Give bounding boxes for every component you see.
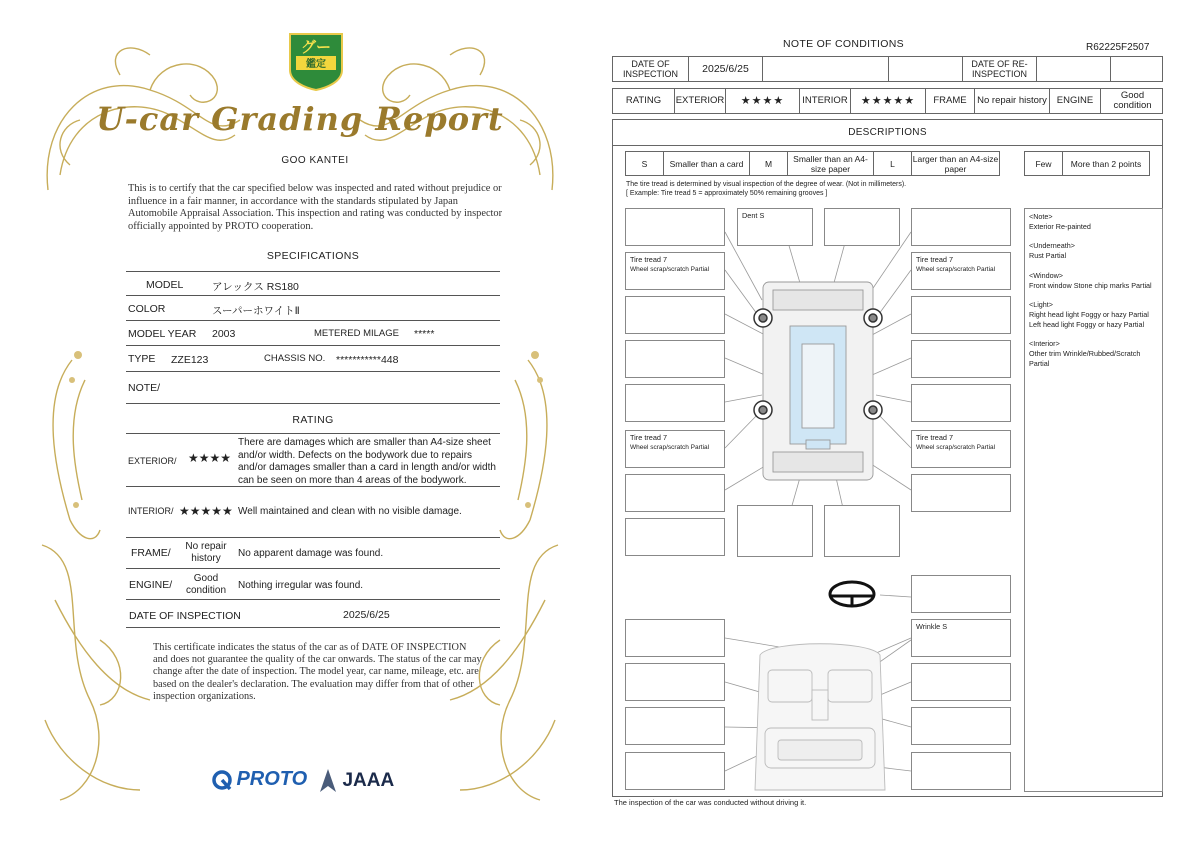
- damage-box: [625, 518, 725, 556]
- note-body: Exterior Re-painted: [1029, 221, 1091, 231]
- jaaa-logo-icon: [318, 768, 338, 794]
- legend-text-l: Larger than an A4-size paper: [912, 153, 999, 174]
- model-year-value: 2003: [212, 328, 236, 340]
- frame-description: No apparent damage was found.: [238, 548, 384, 559]
- damage-box: [824, 208, 900, 246]
- frame-value: No repair history: [185, 541, 227, 564]
- interior-box: [625, 619, 725, 657]
- type-value: ZZE123: [171, 354, 209, 366]
- model-label: MODEL: [146, 279, 184, 291]
- wheel-scrap-text: Wheel scrap/scratch Partial: [916, 444, 996, 451]
- exterior-description: There are damages which are smaller than A4-size sheet and/or width. Defects on the bodywork due to repairs and/or damages smaller than a card in length and/or width can be seen on more than 4 areas of the bodywork.: [238, 437, 496, 486]
- damage-box-steering: [911, 575, 1011, 613]
- exterior-label: EXTERIOR/: [128, 456, 177, 466]
- rating-row-engine: [126, 569, 500, 600]
- tire-box-rear-right: [911, 430, 1011, 468]
- note-body: Left head light Foggy or hazy Partial: [1029, 319, 1145, 329]
- frame-value: No repair history: [975, 89, 1050, 113]
- color-label: COLOR: [128, 303, 166, 315]
- spec-row-model: [126, 271, 500, 296]
- chassis-value: ***********448: [336, 354, 399, 366]
- svg-text:グー: グー: [300, 38, 332, 56]
- engine-label: ENGINE/: [129, 579, 173, 591]
- inspection-footnote: The inspection of the car was conducted without driving it.: [614, 798, 807, 807]
- chassis-label: CHASSIS NO.: [264, 353, 326, 364]
- interior-stars: ★★★★★: [851, 89, 926, 113]
- rating-label: RATING: [613, 89, 675, 113]
- wheel-scrap-text: Wheel scrap/scratch Partial: [630, 266, 710, 273]
- legend-text-few: More than 2 points: [1070, 158, 1142, 169]
- damage-box: [625, 474, 725, 512]
- proto-logo: [212, 768, 307, 791]
- rating-row-interior: [126, 487, 500, 538]
- jaaa-logo: [318, 768, 394, 794]
- intro-text: This is to certify that the car specified below was inspected and rated without prejudice or influence in a fair manner, in accordance with the standards stipulated by Japan Automobile Appraisal Association. This inspection and rating was conducted by inspector officially appointed by PROTO cooperation.: [128, 183, 503, 232]
- wrinkle-text: Wrinkle S: [916, 622, 948, 631]
- note-head: <Light>: [1029, 300, 1053, 310]
- damage-box: [625, 296, 725, 334]
- spec-row-type: [126, 346, 500, 372]
- type-label: TYPE: [128, 353, 156, 365]
- report-title: U-car Grading Report: [96, 100, 504, 138]
- date-inspection-label: DATE OF INSPECTION: [613, 57, 689, 81]
- interior-box: [625, 663, 725, 701]
- color-value: スーパーホワイトⅡ: [212, 305, 300, 317]
- note-head: <Interior>: [1029, 339, 1060, 349]
- spec-row-color: [126, 296, 500, 321]
- jaaa-logo-text: JAAA: [342, 770, 395, 791]
- steering-wheel-icon: [830, 582, 874, 606]
- interior-box: [911, 752, 1011, 790]
- frame-label: FRAME/: [131, 547, 171, 559]
- note-of-conditions: [600, 0, 1200, 848]
- note-body: Front window Stone chip marks Partial: [1029, 280, 1152, 290]
- date-inspection-value: 2025/6/25: [689, 57, 763, 81]
- legend-text-m: Smaller than an A4-size paper: [788, 152, 874, 175]
- damage-box: [911, 474, 1011, 512]
- date-label: DATE OF INSPECTION: [129, 610, 241, 622]
- date-value: 2025/6/25: [343, 609, 390, 621]
- note-body: Other trim Wrinkle/Rubbed/Scratch Partial: [1029, 349, 1141, 368]
- tire-tread-text: Tire tread 7: [916, 255, 954, 264]
- frame-label: FRAME: [926, 89, 975, 113]
- interior-description: Well maintained and clean with no visible damage.: [238, 506, 462, 517]
- exterior-stars: ★★★★: [188, 451, 232, 465]
- legend-key-s: S: [626, 152, 664, 175]
- proto-logo-icon: [212, 769, 232, 791]
- legend-key-m: M: [750, 152, 788, 175]
- exterior-label: EXTERIOR: [675, 89, 726, 113]
- model-year-label: MODEL YEAR: [128, 328, 197, 340]
- interior-box: [911, 707, 1011, 745]
- note-head: <Window>: [1029, 270, 1063, 280]
- engine-value: Good condition: [1113, 90, 1152, 111]
- wheel-scrap-text: Wheel scrap/scratch Partial: [630, 444, 710, 451]
- damage-box: [625, 384, 725, 422]
- engine-value: Good condition: [185, 573, 227, 596]
- rating-row-frame: [126, 538, 500, 569]
- svg-text:鑑定: 鑑定: [306, 59, 326, 70]
- interior-box: [625, 752, 725, 790]
- tread-note-line-1: The tire tread is determined by visual inspection of the degree of wear. (Not in millimeters).: [626, 181, 907, 188]
- interior-box-wrinkle: [911, 619, 1011, 657]
- noc-code: R62225F2507: [1086, 42, 1150, 53]
- date-reinspection-label: DATE OF RE-INSPECTION: [963, 57, 1037, 81]
- tire-box-front-left: [625, 252, 725, 290]
- note-head: <Note>: [1029, 212, 1053, 221]
- note-body: Rust Partial: [1029, 251, 1067, 261]
- damage-box-dent: [737, 208, 813, 246]
- note-body: Right head light Foggy or hazy Partial: [1029, 309, 1149, 319]
- descriptions-heading: DESCRIPTIONS: [613, 120, 1162, 146]
- damage-box: [737, 505, 813, 557]
- model-value: アレックス RS180: [212, 281, 299, 293]
- org-name: GOO KANTEI: [281, 155, 349, 166]
- legend-key-l: L: [874, 152, 912, 175]
- engine-label: ENGINE: [1050, 89, 1101, 113]
- tire-box-front-right: [911, 252, 1011, 290]
- dent-text: Dent S: [742, 211, 765, 220]
- interior-box: [625, 707, 725, 745]
- tread-note-line-2: [ Example: Tire tread 5 = approximately 50% remaining grooves ]: [626, 190, 828, 197]
- interior-label: INTERIOR/: [128, 506, 174, 516]
- wheel-scrap-text: Wheel scrap/scratch Partial: [916, 266, 996, 273]
- tire-tread-text: Tire tread 7: [630, 433, 668, 442]
- interior-label: INTERIOR: [800, 89, 851, 113]
- damage-box: [824, 505, 900, 557]
- rating-heading: RATING: [292, 414, 334, 426]
- note-head: <Underneath>: [1029, 241, 1075, 251]
- metered-label: METERED MILAGE: [314, 328, 399, 339]
- tire-box-rear-left: [625, 430, 725, 468]
- exterior-stars: ★★★★: [726, 89, 800, 113]
- note-label: NOTE/: [128, 382, 161, 394]
- tire-tread-text: Tire tread 7: [630, 255, 668, 264]
- certificate-disclaimer: This certificate indicates the status of the car as of DATE OF INSPECTION and does not guarantee the quality of the car onwards. The status of the car may change after the date of inspection. The model year, car name, mileage, etc. are based on the dealer's declaration. The evaluation may differ from that of other inspection organizations.: [153, 642, 482, 702]
- damage-box: [911, 340, 1011, 378]
- legend-text-s: Smaller than a card: [664, 152, 750, 175]
- damage-box: [911, 384, 1011, 422]
- specifications-heading: SPECIFICATIONS: [266, 250, 360, 262]
- metered-value: *****: [414, 328, 435, 340]
- noc-title: NOTE OF CONDITIONS: [783, 38, 904, 50]
- rating-row-date: [126, 600, 500, 628]
- proto-logo-text: PROTO: [236, 768, 308, 790]
- legend-key-few: Few: [1025, 152, 1063, 175]
- interior-stars: ★★★★★: [179, 504, 233, 518]
- damage-box: [625, 340, 725, 378]
- interior-box: [911, 663, 1011, 701]
- engine-description: Nothing irregular was found.: [238, 580, 364, 591]
- spec-row-note: [126, 372, 500, 404]
- goo-kantei-badge-icon: [286, 30, 346, 92]
- damage-box: [911, 208, 1011, 246]
- damage-box: [911, 296, 1011, 334]
- tire-tread-text: Tire tread 7: [916, 433, 954, 442]
- damage-box: [625, 208, 725, 246]
- spec-row-year: [126, 321, 500, 346]
